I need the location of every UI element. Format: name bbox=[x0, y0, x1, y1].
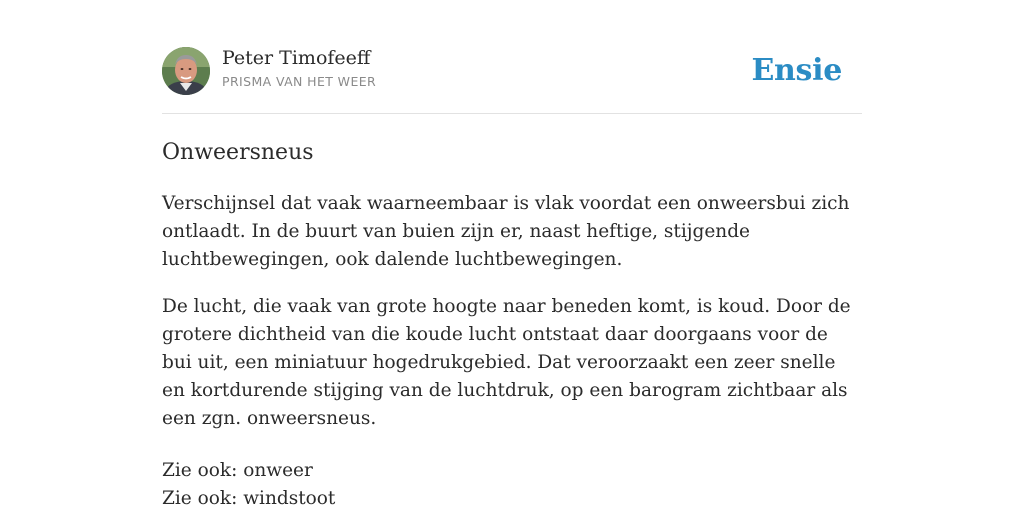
page bbox=[162, 0, 862, 512]
author-subtitle[interactable]: PRISMA VAN HET WEER bbox=[222, 74, 377, 89]
entry-paragraph-1: Verschijnsel dat vaak waarneembaar is vlak voordat een onweersbui zich ontlaadt. In de buurt van buien zijn er, naast heftige, stijgende luchtbewegingen, ook dalende luchtbewegingen. bbox=[162, 193, 850, 270]
header-divider bbox=[162, 113, 862, 114]
entry-body bbox=[162, 190, 862, 512]
see-also-onweer-link[interactable]: Zie ook: onweer bbox=[162, 460, 313, 481]
entry-title: Onweersneus bbox=[162, 140, 314, 165]
author-name[interactable]: Peter Timofeeff bbox=[222, 47, 371, 69]
author-avatar[interactable] bbox=[162, 47, 210, 95]
ensie-logo[interactable]: Ensie bbox=[751, 53, 842, 88]
header bbox=[162, 46, 862, 96]
avatar-photo-icon bbox=[162, 47, 210, 95]
entry-paragraph-2: De lucht, die vaak van grote hoogte naar beneden komt, is koud. Door de grotere dichtheid van die koude lucht ontstaat daar doorgaans voor de bui uit, een miniatuur hogedrukgebied. Dat veroorzaakt een zeer snelle en kortdurende stijging van de luchtdruk, op een barogram zichtbaar als een zgn. onweersneus. bbox=[162, 296, 851, 429]
see-also-windstoot-link[interactable]: Zie ook: windstoot bbox=[162, 488, 336, 509]
see-also-list bbox=[162, 457, 862, 512]
